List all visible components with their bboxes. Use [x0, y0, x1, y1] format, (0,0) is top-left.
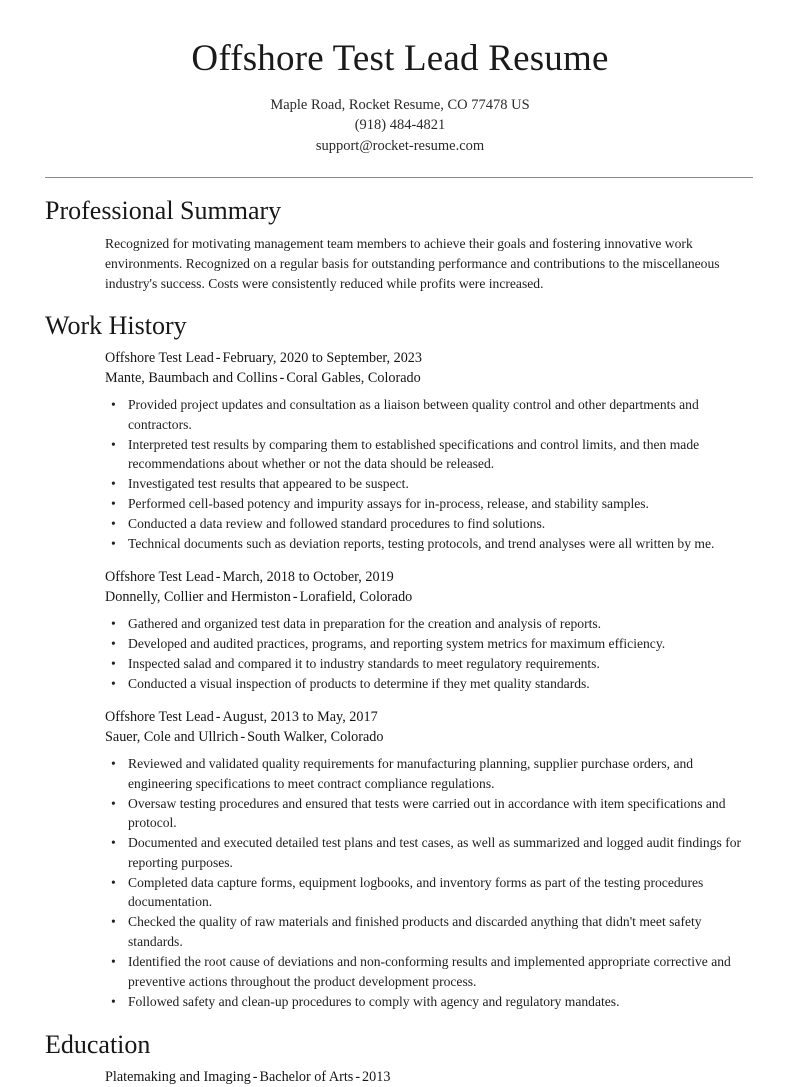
bullet-text: Gathered and organized test data in preparation for the creation and analysis of reports.	[128, 616, 602, 632]
work-history-entry	[105, 694, 753, 1011]
resume-header	[0, 0, 800, 178]
job-title: Offshore Test Lead	[105, 350, 214, 367]
job-company-separator: -	[292, 588, 298, 605]
list-item	[105, 674, 753, 694]
job-bullet-list	[105, 395, 753, 554]
bullet-text: Identified the root cause of deviations and non-conforming results and implemented appropriate corrective and preventive actions throughout the product development process.	[128, 954, 731, 989]
job-dates: March, 2018 to October, 2019	[222, 569, 394, 586]
bullet-icon: •	[111, 656, 116, 672]
bullet-icon: •	[111, 993, 116, 1009]
list-item	[105, 474, 753, 494]
section-heading-professional-summary: Professional Summary	[45, 196, 282, 226]
job-company-line	[105, 728, 753, 747]
list-item	[105, 494, 753, 514]
job-title: Offshore Test Lead	[105, 709, 214, 726]
list-item	[105, 614, 753, 634]
bullet-icon: •	[111, 636, 116, 652]
job-title: Offshore Test Lead	[105, 569, 214, 586]
job-company-separator: -	[240, 728, 246, 745]
job-dates: February, 2020 to September, 2023	[222, 350, 422, 367]
bullet-icon: •	[111, 795, 116, 811]
education-degree: Bachelor of Arts	[259, 1068, 354, 1085]
work-history-body	[45, 341, 753, 1011]
bullet-text: Technical documents such as deviation reports, testing protocols, and trend analyses were all written by me.	[128, 536, 715, 552]
list-item	[105, 654, 753, 674]
bullet-text: Reviewed and validated quality requirements for manufacturing planning, supplier purchase orders, and engineering specifications to meet contract compliance regulations.	[128, 755, 694, 791]
contact-address: Maple Road, Rocket Resume, CO 77478 US	[270, 96, 530, 113]
bullet-icon: •	[111, 954, 116, 970]
bullet-text: Followed safety and clean-up procedures to comply with agency and regulatory mandates.	[128, 993, 620, 1009]
list-item	[105, 634, 753, 654]
education-separator: -	[355, 1068, 361, 1085]
job-dates: August, 2013 to May, 2017	[222, 709, 378, 726]
section-heading-education: Education	[45, 1029, 151, 1059]
bullet-text: Interpreted test results by comparing them to established specifications and control limits, and then made recommendations about whether or not the data should be released.	[128, 436, 700, 472]
bullet-icon: •	[111, 536, 116, 552]
list-item	[105, 754, 753, 793]
bullet-text: Developed and audited practices, programs, and reporting system metrics for maximum efficiency.	[128, 636, 666, 652]
professional-summary-text: Recognized for motivating management team members to achieve their goals and fostering innovative work environments. Recognized on a regular basis for outstanding performance and contributions to the miscellaneous industry's success. Costs were consistently reduced while profits were increased.	[105, 236, 720, 291]
bullet-text: Performed cell-based potency and impurity assays for in-process, release, and stability samples.	[128, 496, 649, 512]
bullet-text: Conducted a data review and followed standard procedures to find solutions.	[128, 516, 546, 532]
bullet-text: Oversaw testing procedures and ensured that tests were carried out in accordance with item specifications and protocol.	[128, 795, 726, 831]
bullet-text: Inspected salad and compared it to industry standards to meet regulatory requirements.	[128, 656, 600, 672]
job-title-line	[105, 568, 753, 587]
list-item	[105, 794, 753, 833]
bullet-icon: •	[111, 874, 116, 890]
bullet-text: Completed data capture forms, equipment logbooks, and inventory forms as part of the testing procedures documentation.	[128, 874, 704, 910]
bullet-icon: •	[111, 436, 116, 452]
professional-summary-body	[45, 226, 753, 293]
job-location: South Walker, Colorado	[247, 728, 384, 745]
bullet-icon: •	[111, 396, 116, 412]
list-item	[105, 833, 753, 872]
contact-phone: (918) 484-4821	[354, 117, 446, 134]
section-education	[0, 1012, 800, 1087]
section-work-history	[0, 293, 800, 1011]
education-year: 2013	[362, 1068, 391, 1085]
job-title-line	[105, 349, 753, 368]
bullet-text: Provided project updates and consultation as a liaison between quality control and other departments and contractors.	[128, 396, 699, 432]
section-professional-summary	[0, 178, 800, 293]
contact-block	[0, 95, 800, 157]
job-separator: -	[215, 350, 221, 367]
bullet-text: Investigated test results that appeared to be suspect.	[128, 476, 409, 492]
bullet-text: Documented and executed detailed test plans and test cases, as well as summarized and logged audit findings for reporting purposes.	[128, 835, 742, 870]
education-body	[45, 1060, 753, 1087]
section-heading-work-history: Work History	[45, 311, 187, 341]
education-program: Platemaking and Imaging	[105, 1068, 251, 1085]
bullet-icon: •	[111, 835, 116, 851]
list-item	[105, 912, 753, 951]
bullet-icon: •	[111, 516, 116, 532]
job-bullet-list	[105, 614, 753, 694]
list-item	[105, 952, 753, 991]
job-title-line	[105, 708, 753, 727]
bullet-text: Conducted a visual inspection of products to determine if they met quality standards.	[128, 676, 590, 692]
job-location: Coral Gables, Colorado	[286, 369, 421, 386]
job-separator: -	[215, 569, 221, 586]
bullet-icon: •	[111, 496, 116, 512]
list-item	[105, 873, 753, 912]
list-item	[105, 992, 753, 1012]
job-company-separator: -	[279, 369, 285, 386]
job-company: Mante, Baumbach and Collins	[105, 369, 278, 386]
page-title: Offshore Test Lead Resume	[191, 38, 609, 79]
bullet-icon: •	[111, 476, 116, 492]
bullet-icon: •	[111, 755, 116, 771]
contact-email: support@rocket-resume.com	[315, 137, 485, 154]
bullet-text: Checked the quality of raw materials and finished products and discarded anything that didn't meet safety standards.	[128, 914, 702, 950]
list-item	[105, 395, 753, 434]
list-item	[105, 435, 753, 474]
job-separator: -	[215, 709, 221, 726]
work-history-entry	[105, 554, 753, 693]
education-entry	[105, 1068, 753, 1087]
bullet-icon: •	[111, 914, 116, 930]
bullet-icon: •	[111, 616, 116, 632]
education-separator: -	[252, 1068, 258, 1085]
job-location: Lorafield, Colorado	[299, 588, 413, 605]
job-company: Sauer, Cole and Ullrich	[105, 728, 239, 745]
work-history-entry	[105, 349, 753, 554]
job-company-line	[105, 369, 753, 388]
job-bullet-list	[105, 754, 753, 1011]
job-company: Donnelly, Collier and Hermiston	[105, 588, 291, 605]
bullet-icon: •	[111, 676, 116, 692]
job-company-line	[105, 588, 753, 607]
list-item	[105, 534, 753, 554]
list-item	[105, 514, 753, 534]
